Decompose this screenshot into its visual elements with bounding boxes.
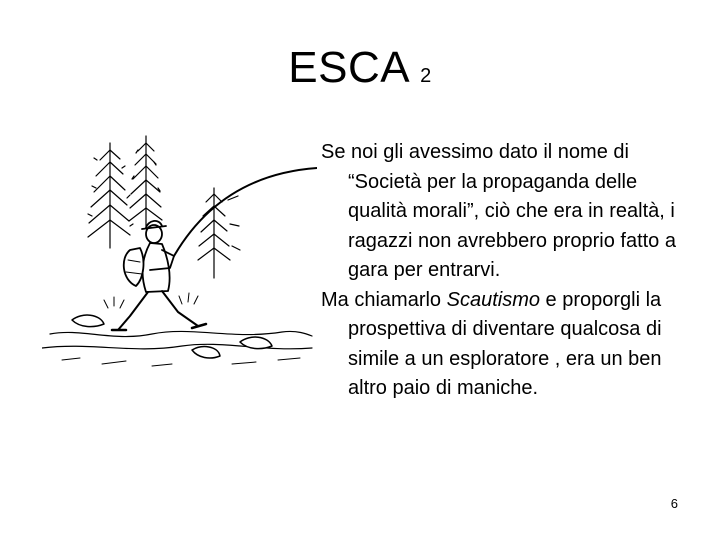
title-text: ESCA bbox=[288, 43, 411, 92]
paragraph-2-text-start: Ma chiamarlo bbox=[321, 288, 447, 311]
paragraph-2 bbox=[321, 286, 701, 404]
page-number: 6 bbox=[670, 496, 678, 511]
fisherman-illustration-icon bbox=[42, 128, 317, 373]
paragraph-2-text-end: e proporgli la prospettiva di diventare qualcosa di simile a un esploratore , era un ben altro paio di maniche. bbox=[348, 288, 662, 399]
slide-body bbox=[321, 138, 701, 404]
paragraph-1 bbox=[321, 138, 701, 286]
paragraph-1-text: Se noi gli avessimo dato il nome di “Società per la propaganda delle qualità morali”, ciò che era in realtà, i ragazzi non avrebbero proprio fatto a gara per entrarvi. bbox=[321, 141, 676, 281]
slide-title bbox=[0, 42, 720, 102]
title-number: 2 bbox=[420, 65, 432, 87]
paragraph-2-emphasis: Scautismo bbox=[446, 288, 540, 311]
